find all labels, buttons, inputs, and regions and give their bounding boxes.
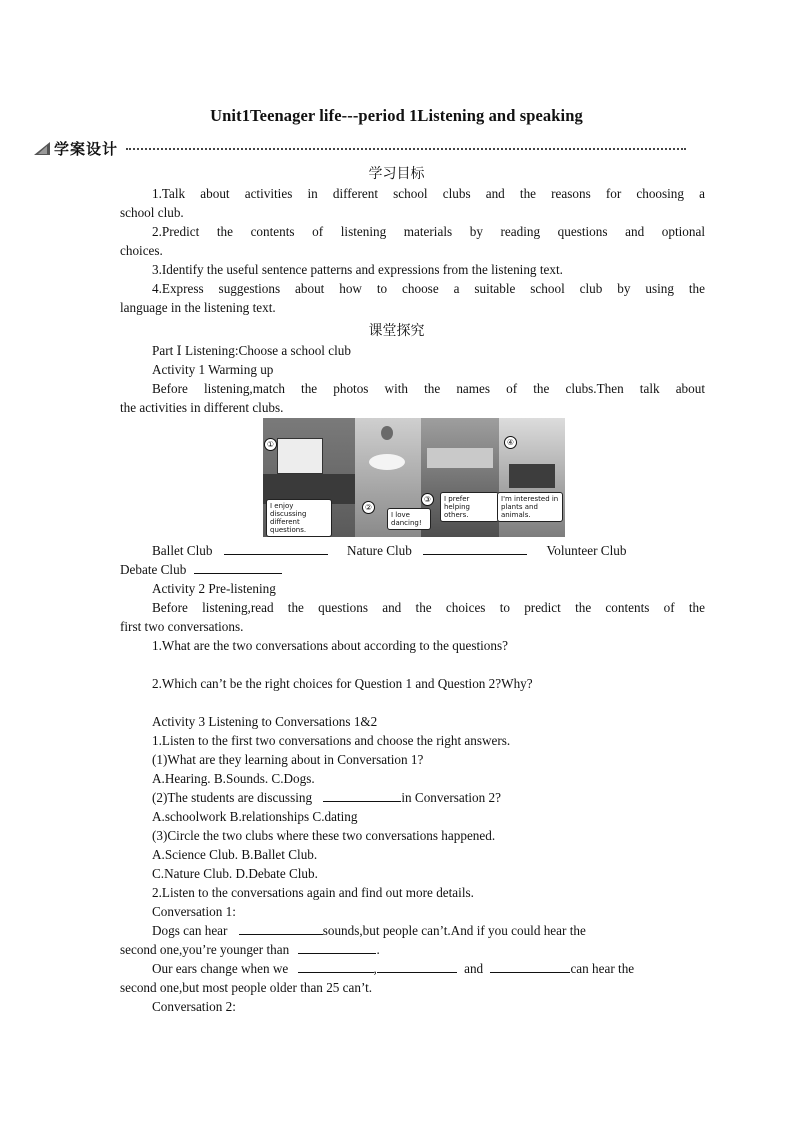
conversation-1-line-1 — [120, 921, 673, 940]
c1-line2-text-a: second one,you’re younger than — [120, 942, 290, 957]
clubs-photo-collage — [263, 418, 565, 537]
bubble-nature: I'm interested in plants and animals. — [497, 492, 563, 522]
bubble-ballet: I love dancing! — [387, 508, 431, 530]
c1-blank-4[interactable] — [377, 960, 457, 973]
section-triangle-inner-icon — [38, 146, 47, 154]
c1-line1-text-a: Dogs can hear — [152, 923, 228, 938]
activity-1-instruction-b: the activities in different clubs. — [120, 400, 284, 415]
dancer-head-image — [381, 426, 393, 440]
c1-line3-text-d: can hear the — [570, 961, 635, 976]
conversation-1-line-3 — [120, 959, 673, 978]
activity-3-heading: Activity 3 Listening to Conversations 1&2 — [152, 714, 378, 729]
question-2-text-b: in Conversation 2? — [401, 790, 501, 805]
club-nature-label: Nature Club — [347, 543, 412, 558]
c1-line1-text-b: sounds,but people can’t.And if you could hear the — [322, 923, 586, 938]
nature-blank[interactable] — [423, 542, 527, 555]
activity-1-heading: Activity 1 Warming up — [152, 362, 274, 377]
ballet-blank[interactable] — [224, 542, 328, 555]
performers-image — [509, 464, 555, 488]
conversation-2-label: Conversation 2: — [152, 999, 236, 1014]
c1-line3-text-a: Our ears change when we — [152, 961, 289, 976]
section-label: 学案设计 — [54, 140, 119, 158]
c1-blank-2[interactable] — [298, 941, 376, 954]
c1-line2-text-b: . — [376, 942, 380, 957]
c1-blank-3[interactable] — [298, 960, 374, 973]
club-volunteer-label: Volunteer Club — [546, 543, 627, 558]
question-3-options-a: A.Science Club. B.Ballet Club. — [152, 847, 318, 862]
page-title: Unit1Teenager life---period 1Listening and speaking — [210, 106, 583, 125]
dancer-tutu-image — [369, 454, 405, 470]
club-matching-line — [120, 541, 673, 560]
question-2-text-a: (2)The students are discussing — [152, 790, 313, 805]
question-2 — [120, 788, 705, 807]
c1-blank-5[interactable] — [490, 960, 570, 973]
projector-screen-image — [277, 438, 323, 474]
building-image — [427, 448, 493, 468]
photo-number-4: ④ — [504, 436, 517, 449]
photo-number-3: ③ — [421, 493, 434, 506]
question-1-options: A.Hearing. B.Sounds. C.Dogs. — [152, 771, 315, 786]
activity-2-question-1: 1.What are the two conversations about according to the questions? — [152, 638, 508, 653]
question-2-blank[interactable] — [323, 789, 401, 802]
section-header — [34, 138, 684, 158]
heading-objectives: 学习目标 — [368, 166, 425, 182]
objective-4-line-a: 4.Express suggestions about how to choose a suitable school club by using the — [152, 281, 705, 296]
objective-4-line-b: language in the listening text. — [120, 300, 276, 315]
c1-line3-comma: , — [373, 961, 377, 976]
photo-number-2: ② — [362, 501, 375, 514]
activity-3-task-2: 2.Listen to the conversations again and find out more details. — [152, 885, 474, 900]
activity-3-task-1: 1.Listen to the first two conversations and choose the right answers. — [152, 733, 511, 748]
club-ballet-label: Ballet Club — [152, 543, 213, 558]
objective-1-line-b: school club. — [120, 205, 184, 220]
activity-1-instruction-a: Before listening,match the photos with the names of the clubs.Then talk about — [152, 381, 705, 396]
section-dotted-rule — [126, 148, 686, 150]
c1-blank-1[interactable] — [239, 922, 323, 935]
activity-2-heading: Activity 2 Pre-listening — [152, 581, 276, 596]
activity-2-instruction-b: first two conversations. — [120, 619, 244, 634]
bubble-debate: I enjoy discussing different questions. — [266, 499, 332, 537]
conversation-1-line-2 — [120, 940, 673, 959]
c1-line3-and: and — [464, 961, 484, 976]
bubble-volunteer: I prefer helping others. — [440, 492, 499, 522]
heading-explore: 课堂探究 — [368, 323, 425, 339]
conversation-1-line-4: second one,but most people older than 25 can’t. — [120, 980, 373, 995]
photo-number-1: ① — [264, 438, 277, 451]
club-debate-label: Debate Club — [120, 562, 187, 577]
part-1-heading: Part Ⅰ Listening:Choose a school club — [152, 343, 351, 358]
objective-2-line-b: choices. — [120, 243, 163, 258]
question-3: (3)Circle the two clubs where these two conversations happened. — [152, 828, 496, 843]
conversation-1-label: Conversation 1: — [152, 904, 236, 919]
question-3-options-b: C.Nature Club. D.Debate Club. — [152, 866, 318, 881]
objective-1-line-a: 1.Talk about activities in different school clubs and the reasons for choosing a — [152, 186, 705, 201]
debate-blank[interactable] — [194, 561, 282, 574]
activity-2-instruction-a: Before listening,read the questions and the choices to predict the contents of the — [152, 600, 705, 615]
question-2-options: A.schoolwork B.relationships C.dating — [152, 809, 358, 824]
question-1: (1)What are they learning about in Conversation 1? — [152, 752, 424, 767]
objective-2-line-a: 2.Predict the contents of listening materials by reading questions and optional — [152, 224, 705, 239]
objective-3: 3.Identify the useful sentence patterns and expressions from the listening text. — [152, 262, 563, 277]
club-debate-line — [120, 560, 673, 579]
activity-2-question-2: 2.Which can’t be the right choices for Question 1 and Question 2?Why? — [152, 676, 533, 691]
